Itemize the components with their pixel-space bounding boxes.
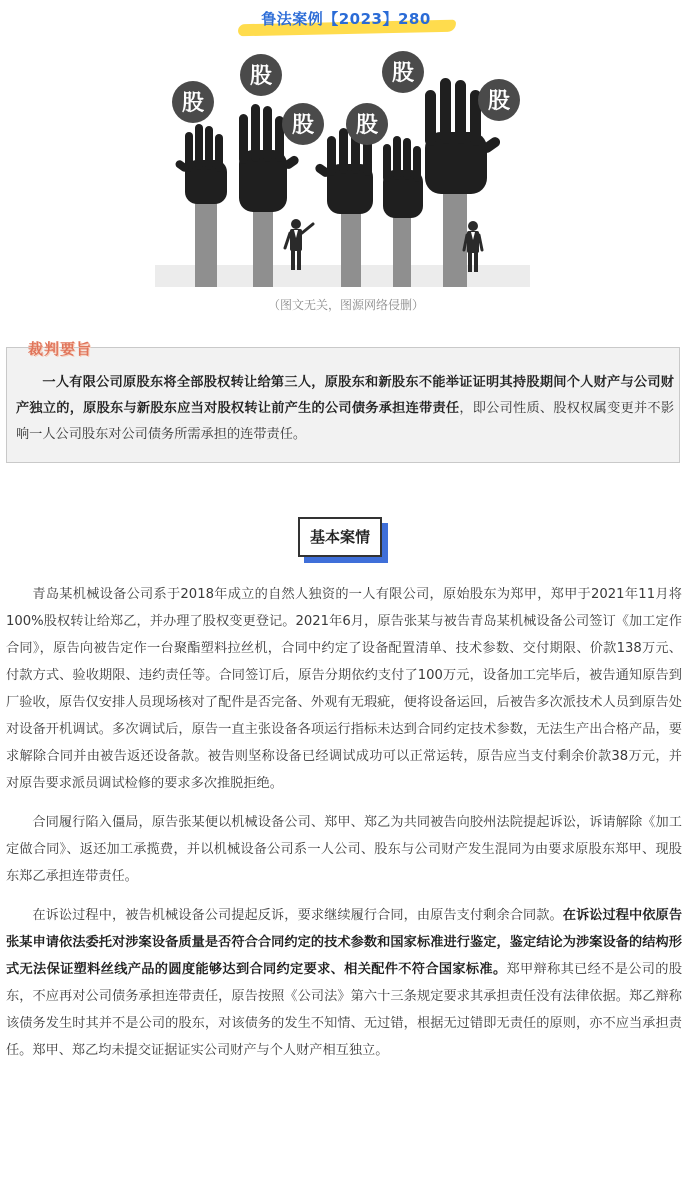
arm-4 (393, 215, 411, 287)
paragraph-3-part-a: 在诉讼过程中，被告机械设备公司提起反诉，要求继续履行合同，由原告支付剩余合同款。 (32, 908, 563, 923)
bubble-5-label: 股 (391, 61, 415, 86)
bubble-6 (478, 79, 520, 121)
ruling-normal-text: ，即公司性质、股权权属变更并不影响一人公司股东对公司债务所需承担的连带责任。 (16, 401, 675, 442)
paragraph-3-bold: 在诉讼过程中依原告张某申请依法委托对涉案设备质量是否符合合同约定的技术参数和国家标准进行鉴定，鉴定结论为涉案设备的结构形式无法保证塑料丝线产品的圆度能够达到合同约定要求、相关配件不符合国家标准。 (6, 908, 683, 977)
ruling-label: 裁判要旨 (28, 340, 93, 358)
bubble-3-label: 股 (291, 113, 315, 138)
ruling-bold-text: 一人有限公司原股东将全部股权转让给第三人，原股东和新股东不能举证证明其持股期间个人财产与公司财产独立的，原股东与新股东应当对股权转让前产生的公司债务承担连带责任 (16, 375, 674, 416)
section-title: 基本案情 (298, 517, 382, 557)
ruling-text (16, 370, 674, 448)
raised-hands-illustration (155, 40, 530, 287)
case-number: 鲁法案例【2023】280 (261, 10, 431, 28)
businessman-left-icon (285, 219, 313, 270)
bubble-2 (240, 54, 282, 96)
image-caption: （图文无关，图源网络侵删） (267, 298, 424, 312)
paragraph-2: 合同履行陷入僵局，原告张某便以机械设备公司、郑甲、郑乙为共同被告向胶州法院提起诉讼，诉请解除《加工定做合同》、返还加工承揽费，并以机械设备公司系一人公司、股东与公司财产发生混同为由要求原股东郑甲、现股东郑乙承担连带责任。 (6, 815, 682, 884)
case-header (0, 6, 692, 36)
hand-4-icon (383, 136, 423, 218)
case-facts-content (6, 581, 682, 1076)
arm-1 (195, 200, 217, 287)
section-title-wrap (298, 517, 390, 565)
paragraph-3 (6, 902, 682, 1064)
bubble-6-label: 股 (487, 89, 511, 114)
bubble-2-label: 股 (249, 64, 273, 89)
arm-2 (253, 210, 273, 287)
paragraph-1: 青岛某机械设备公司系于2018年成立的自然人独资的一人有限公司，原始股东为郑甲，郑甲于2021年11月将100%股权转让给郑乙，并办理了股权变更登记。2021年6月，原告张某与被告青岛某机械设备公司签订《加工定作合同》，原告向被告定作一台聚酯塑料拉丝机，合同中约定了设备配置清单、技术参数、交付期限、价款138万元、付款方式、验收期限、违约责任等。合同签订后，原告分期依约支付了100万元，设备加工完毕后，被告通知原告到厂验收，原告仅安排人员现场核对了配件是否完备、外观有无瑕疵，便将设备运回，后被告多次派技术人员到原告处对设备开机调试。多次调试后，原告一直主张设备各项运行指标未达到合同约定技术参数，无法生产出合格产品，要求解除合同并由被告返还设备款。被告则坚称设备已经调试成功可以正常运转，原告应当支付剩余价款38万元，并对原告要求派员调试检修的要求多次推脱拒绝。 (6, 587, 682, 791)
arm-5 (443, 190, 467, 287)
bubble-1 (172, 81, 214, 123)
paragraph-3-part-c: 郑甲辩称其已经不是公司的股东，不应再对公司债务承担连带责任，原告按照《公司法》第六十三条规定要求其承担责任没有法律依据。郑乙辩称该债务发生时其并不是公司的股东，对该债务的发生不知情、无过错，根据无过错即无责任的原则，亦不应当承担责任。郑甲、郑乙均未提交证据证实公司财产与个人财产相互独立。 (6, 962, 683, 1058)
bubble-5 (382, 51, 424, 93)
hand-1-icon (174, 124, 227, 204)
bubble-1-label: 股 (181, 91, 205, 116)
arm-3 (341, 210, 361, 287)
bubble-3 (282, 103, 324, 145)
bubble-4-label: 股 (355, 113, 379, 138)
bubble-4 (346, 103, 388, 145)
